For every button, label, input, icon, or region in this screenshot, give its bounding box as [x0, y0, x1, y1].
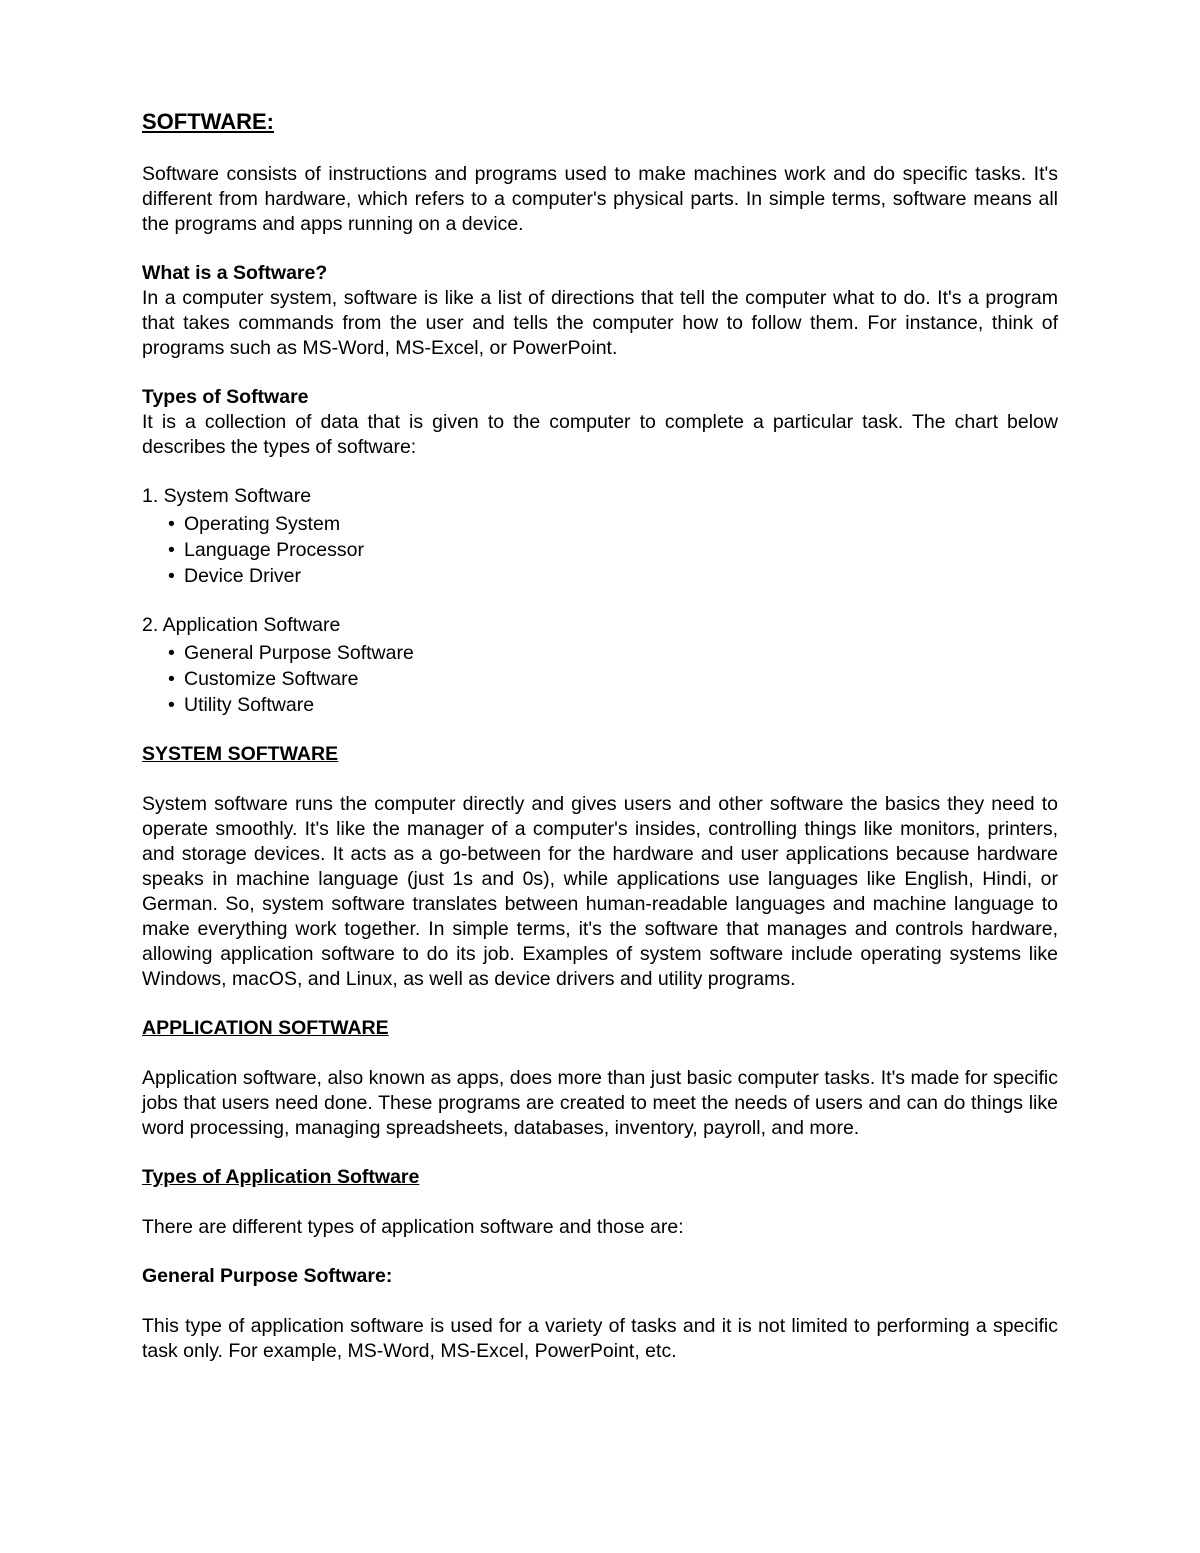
- bullet-icon: •: [168, 668, 175, 690]
- types-group-application: [142, 613, 1058, 718]
- numbered-item-application-software: 2. Application Software: [142, 614, 341, 636]
- list-item: • Utility Software: [168, 694, 315, 716]
- numbered-item-system-software: 1. System Software: [142, 485, 312, 507]
- application-software-list: [142, 640, 1058, 718]
- types-heading: Types of Software: [142, 386, 309, 408]
- list-item: • Device Driver: [168, 565, 302, 587]
- list-item: • Customize Software: [168, 668, 359, 690]
- document-page: [142, 108, 1058, 1364]
- list-item: • General Purpose Software: [168, 642, 414, 664]
- general-purpose-paragraph: This type of application software is used for a variety of tasks and it is not limited to performing a specific task only. For example, MS-Word, MS-Excel, PowerPoint, etc.: [142, 1315, 1058, 1362]
- intro-paragraph: Software consists of instructions and programs used to make machines work and do specific tasks. It's different from hardware, which refers to a computer's physical parts. In simple terms, software means all the programs and apps running on a device.: [142, 163, 1058, 235]
- general-purpose-heading: General Purpose Software:: [142, 1265, 393, 1287]
- what-is-paragraph: In a computer system, software is like a list of directions that tell the computer what to do. It's a program that takes commands from the user and tells the computer how to follow them. For instance, think of programs such as MS-Word, MS-Excel, or PowerPoint.: [142, 287, 1058, 359]
- bullet-icon: •: [168, 539, 175, 561]
- bullet-icon: •: [168, 642, 175, 664]
- bullet-icon: •: [168, 513, 175, 535]
- types-application-paragraph: There are different types of application software and those are:: [142, 1216, 684, 1238]
- what-is-heading: What is a Software?: [142, 262, 328, 284]
- bullet-icon: •: [168, 694, 175, 716]
- system-software-list: [142, 511, 1058, 589]
- types-paragraph: It is a collection of data that is given to the computer to complete a particular task. The chart below describes the types of software:: [142, 411, 1058, 458]
- types-application-heading: Types of Application Software: [142, 1166, 420, 1188]
- application-software-heading: APPLICATION SOFTWARE: [142, 1017, 389, 1039]
- types-group-system: [142, 484, 1058, 589]
- application-software-paragraph: Application software, also known as apps, does more than just basic computer tasks. It's made for specific jobs that users need done. These programs are created to meet the needs of users and can do things like word processing, managing spreadsheets, databases, inventory, payroll, and more.: [142, 1067, 1058, 1139]
- system-software-paragraph: System software runs the computer directly and gives users and other software the basics they need to operate smoothly. It's like the manager of a computer's insides, controlling things like monitors, printers, and storage devices. It acts as a go-between for the hardware and user applications because hardware speaks in machine language (just 1s and 0s), while applications use languages like English, Hindi, or German. So, system software translates between human-readable languages and machine language to make everything work together. In simple terms, it's the software that manages and controls hardware, allowing application software to do its job. Examples of system software include operating systems like Windows, macOS, and Linux, as well as device drivers and utility programs.: [142, 793, 1058, 990]
- list-item: • Operating System: [168, 513, 341, 535]
- bullet-icon: •: [168, 565, 175, 587]
- page-title: SOFTWARE:: [142, 109, 274, 134]
- list-item: • Language Processor: [168, 539, 364, 561]
- system-software-heading: SYSTEM SOFTWARE: [142, 743, 339, 765]
